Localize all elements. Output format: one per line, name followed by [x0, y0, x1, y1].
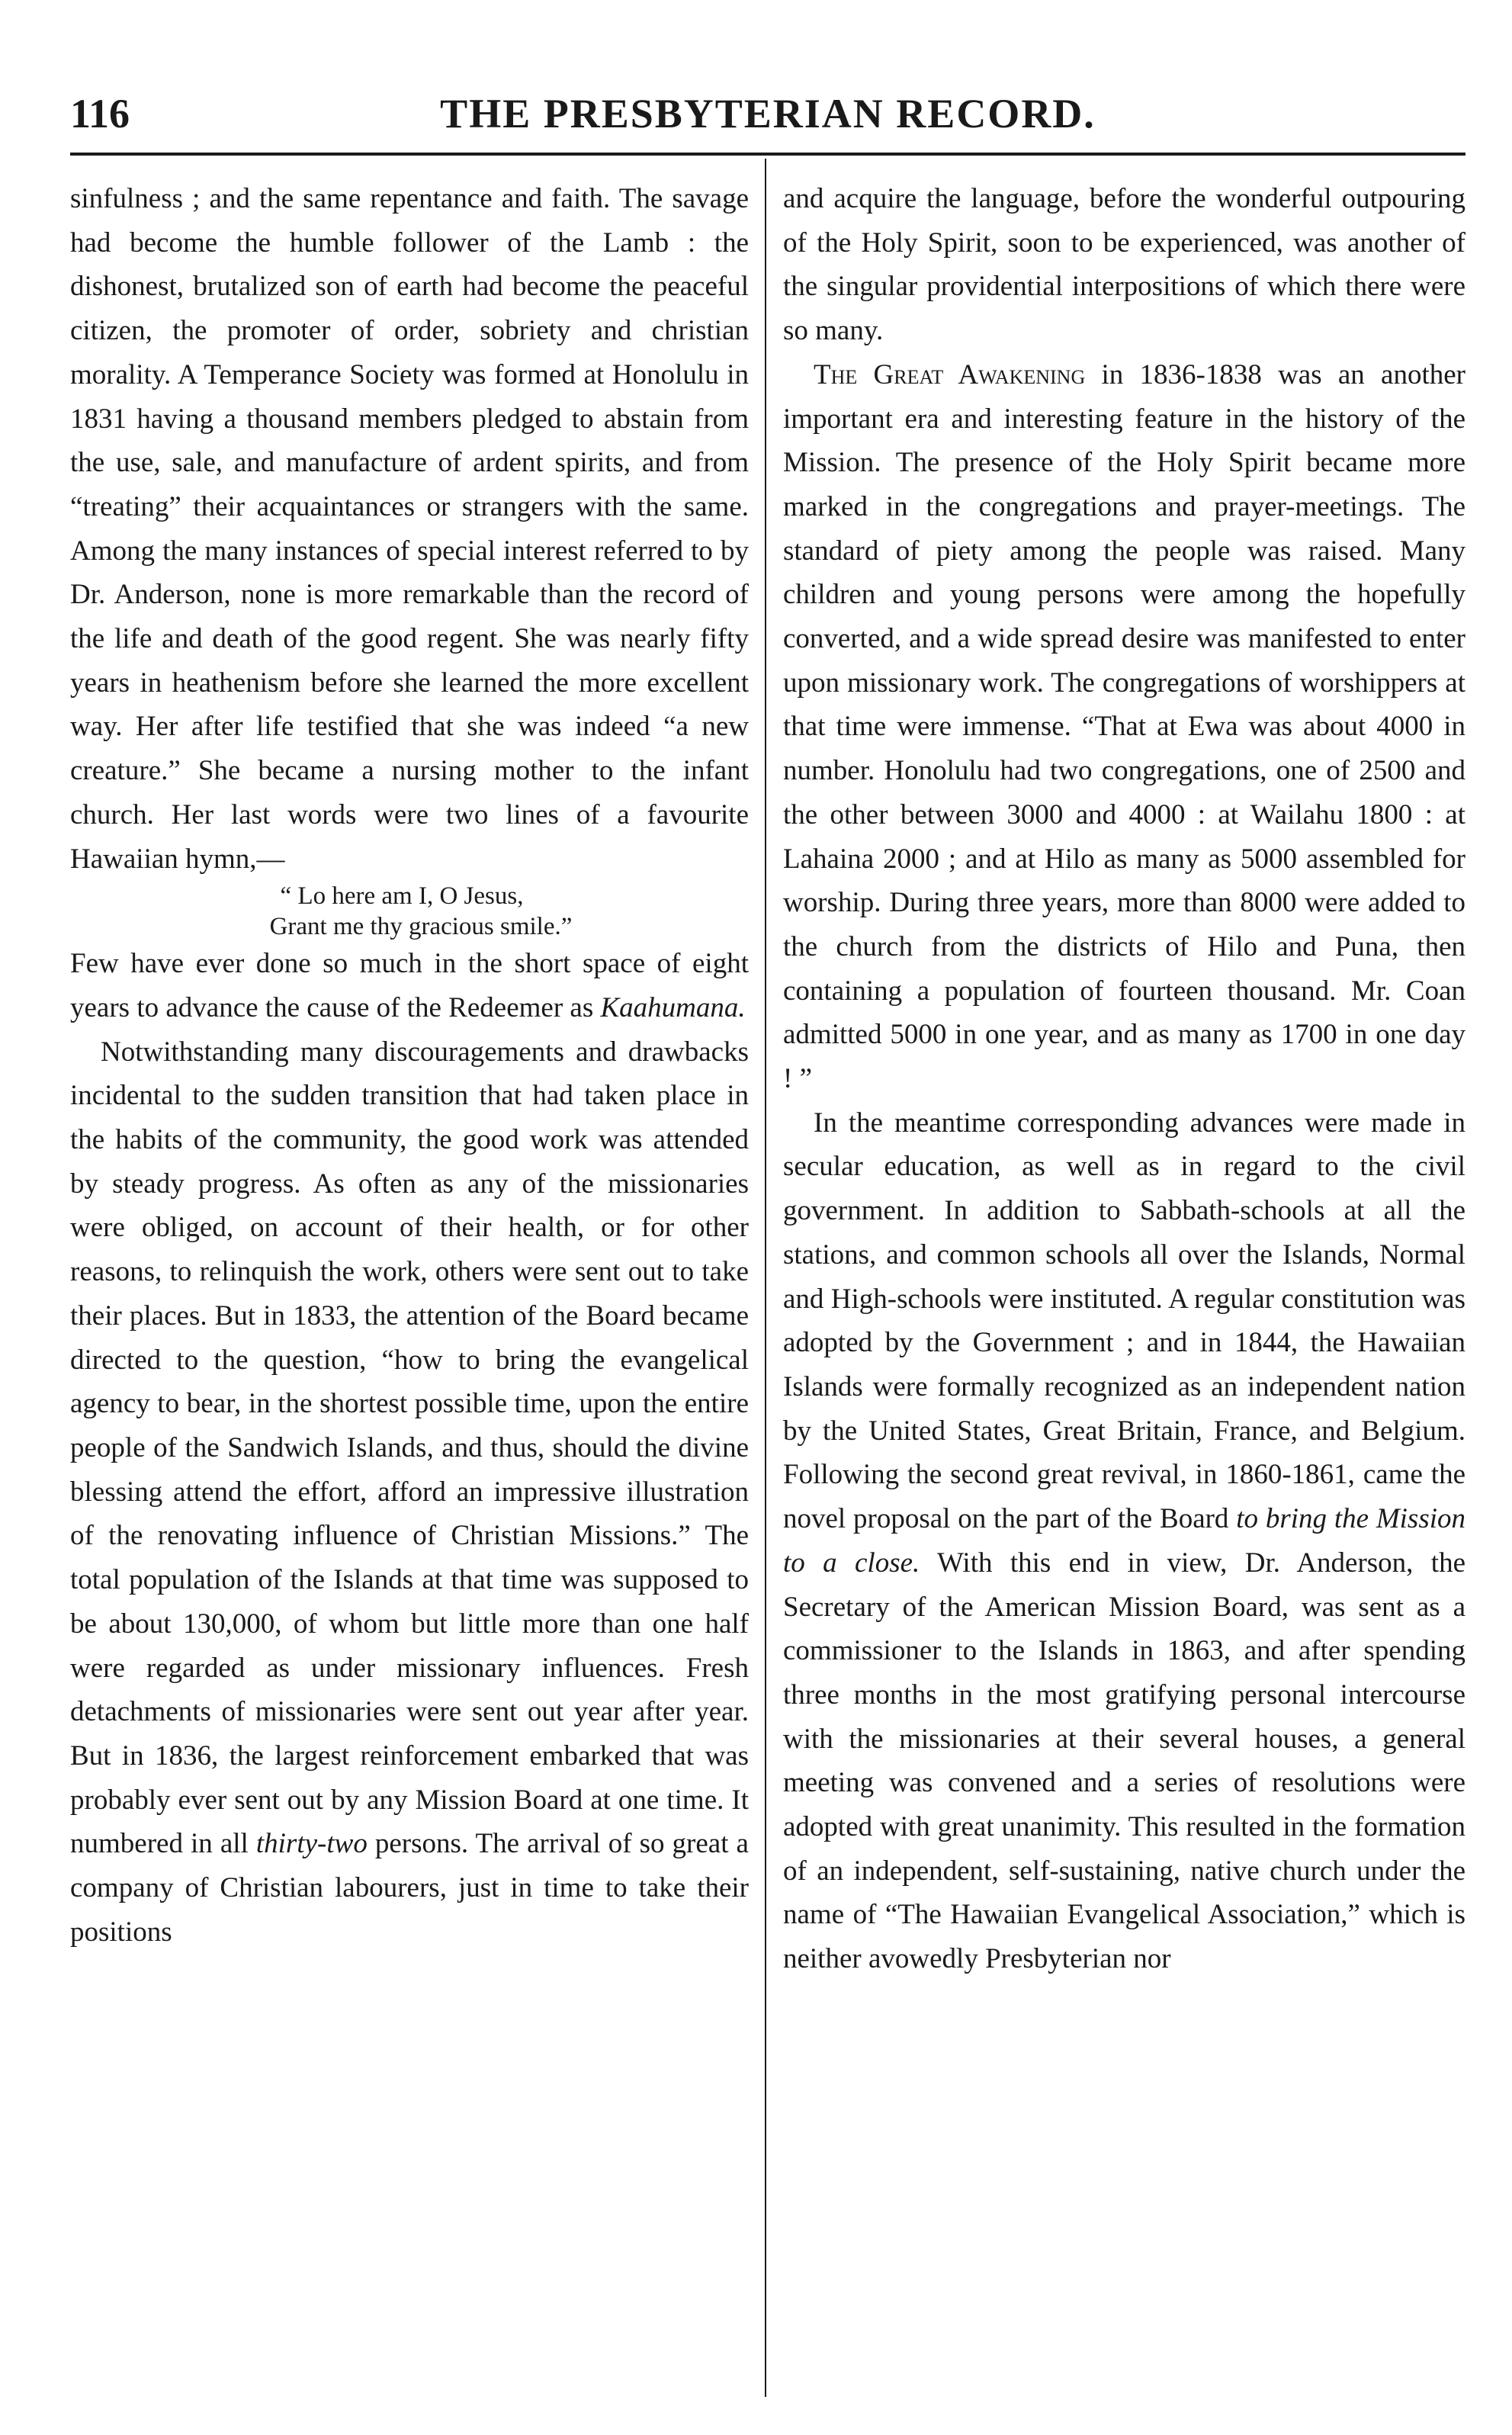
- hymn-quote-line-1: “ Lo here am I, O Jesus,: [280, 882, 524, 911]
- left-paragraph-3: [70, 1030, 749, 1955]
- right-paragraph-2: [783, 353, 1465, 1101]
- left-paragraph-2-text: Few have ever done so much in the short space of eight years to advance the cause of the Redeemer as: [70, 948, 749, 1023]
- right-paragraph-3-part-a: In the meantime corresponding advances were made in secular education, as well as in regard to the civil government. In addition to Sabbath-schools at all the stations, and common schools all over the Islands, Normal and High-schools were instituted. A regular constitution was adopted by the Government ; and in 1844, the Hawaiian Islands were formally recognized as an independent nation by the United States, Great Britain, France, and Belgium. Following the second great revival, in 1860-1861, came the novel proposal on the part of the Board: [783, 1107, 1465, 1535]
- left-column: [70, 177, 749, 1954]
- right-paragraph-3: [783, 1101, 1465, 1981]
- right-column: [783, 177, 1465, 1981]
- hymn-quote-line-2: Grant me thy gracious smile.”: [269, 913, 573, 941]
- page-number: 116: [70, 91, 130, 137]
- left-paragraph-3-part-a: Notwithstanding many discouragements and drawbacks incidental to the sudden transition that had taken place in the habits of the community, the good work was attended by steady progress. As often as any of the missionaries were obliged, on account of their health, or for other reasons, to relinquish the work, others were sent out to take their places. But in 1833, the attention of the Board became directed to the question, “how to bring the evangelical agency to bear, in the shortest possible time, upon the entire people of the Sandwich Islands, and thus, should the divine blessing attend the effort, afford an impressive illustration of the renovating influence of Christian Missions.” The total population of the Islands at that time was supposed to be about 130,000, of whom but little more than one half were regarded as under missionary influences. Fresh detachments of missionaries were sent out year after year. But in 1836, the largest reinforcement embarked that was probably ever sent out by any Mission Board at one time. It numbered in all: [70, 1036, 749, 1860]
- great-awakening-heading: The Great Awakening: [814, 358, 1086, 390]
- left-paragraph-3-emphasis: thirty-two: [255, 1828, 368, 1860]
- hymn-quote: [70, 881, 749, 942]
- running-head: THE PRESBYTERIAN RECORD.: [440, 91, 1096, 137]
- right-paragraph-3-emphasis: to bring the Mission to a close.: [783, 1503, 1466, 1579]
- regent-name: Kaahumana.: [600, 991, 746, 1023]
- left-paragraph-3-part-b: persons. The arrival of so great a company of Christian labourers, just in time to take their positions: [70, 1828, 749, 1948]
- right-paragraph-3-part-b: With this end in view, Dr. Anderson, the Secretary of the American Mission Board, was sent as a commissioner to the Islands in 1863, and after spending three months in the most gratifying personal intercourse with the missionaries at their several houses, a general meeting was convened and a series of resolutions were adopted with great unanimity. This resulted in the formation of an independent, self-sustaining, native church under the name of “The Hawaiian Evangelical Association,” which is neither avowedly Presbyterian nor: [783, 1547, 1465, 1975]
- right-paragraph-1: and acquire the language, before the wonderful outpouring of the Holy Spirit, soon to be experienced, was another of the singular providential interpositions of which there were so many.: [783, 183, 1465, 347]
- right-paragraph-2-text: in 1836-1838 was an another important era and interesting feature in the history of the Mission. The presence of the Holy Spirit became more marked in the congregations and prayer-meetings. The standard of piety among the people was raised. Many children and young persons were among the hopefully converted, and a wide spread desire was manifested to enter upon missionary work. The congregations of worshippers at that time were immense. “That at Ewa was about 4000 in number. Honolulu had two congregations, one of 2500 and the other between 3000 and 4000 : at Wailahu 1800 : at Lahaina 2000 ; and at Hilo as many as 5000 assembled for worship. During three years, more than 8000 were added to the church from the districts of Hilo and Puna, then containing a population of fourteen thousand. Mr. Coan admitted 5000 in one year, and as many as 1700 in one day ! ”: [783, 358, 1465, 1095]
- left-paragraph-2: [70, 942, 749, 1030]
- page-header: [70, 90, 1465, 143]
- column-divider: [765, 159, 766, 2397]
- header-rule: [70, 153, 1465, 156]
- left-paragraph-1: sinfulness ; and the same repentance and faith. The savage had become the humble follower of the Lamb : the dishonest, brutalized son of earth had become the peaceful citizen, the promoter of order, sobriety and christian morality. A Temperance Society was formed at Honolulu in 1831 having a thousand members pledged to abstain from the use, sale, and manufacture of ardent spirits, and from “treating” their acquaintances or strangers with the same. Among the many instances of special interest referred to by Dr. Anderson, none is more remarkable than the record of the life and death of the good regent. She was nearly fifty years in heathenism before she learned the more excellent way. Her after life testified that she was indeed “a new creature.” She became a nursing mother to the infant church. Her last words were two lines of a favourite Hawaiian hymn,—: [70, 183, 749, 875]
